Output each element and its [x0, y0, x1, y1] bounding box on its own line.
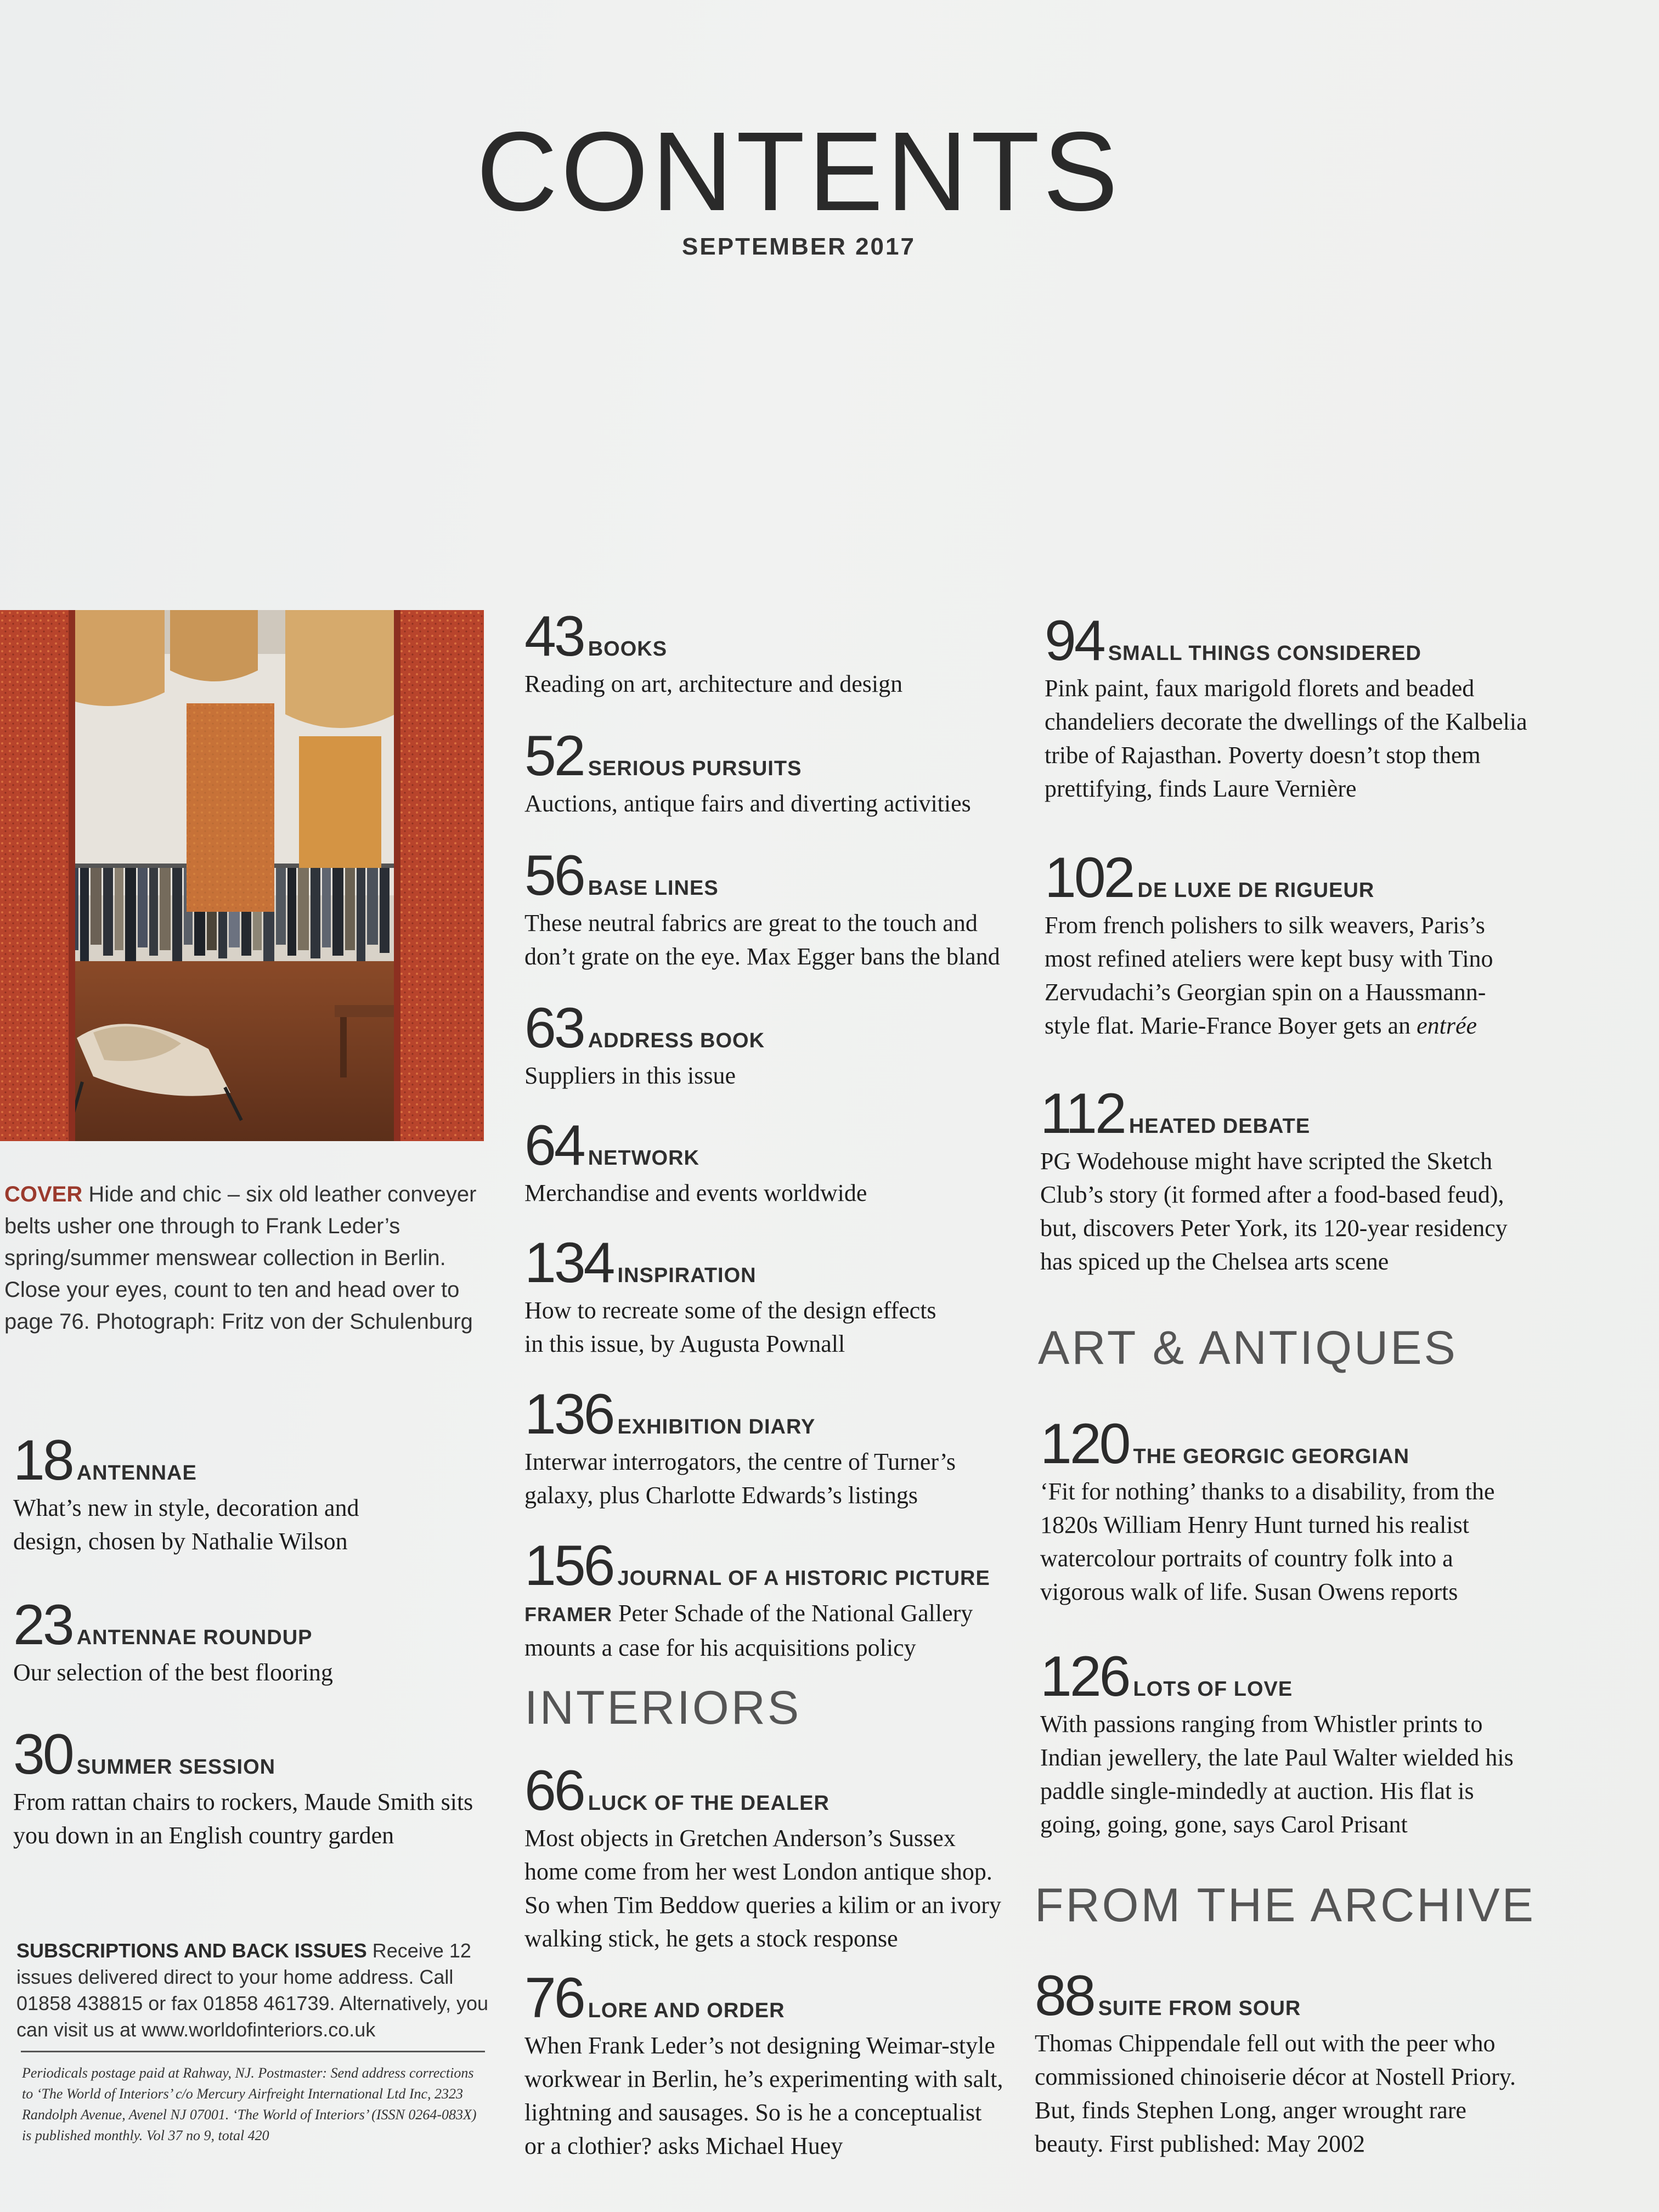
entry-description-italic: entrée [1417, 1012, 1477, 1039]
section-title: HEATED DEBATE [1128, 1115, 1311, 1138]
contents-entry-address-book[interactable] [524, 996, 1007, 1092]
contents-entry-the-georgic-georgian[interactable] [1040, 1412, 1523, 1609]
section-title: THE GEORGIC GEORGIAN [1133, 1445, 1410, 1468]
section-title: SUMMER SESSION [76, 1756, 276, 1779]
entry-description: From rattan chairs to rockers, Maude Smith sits you down in an English country garden [13, 1788, 473, 1849]
entry-description: How to recreate some of the design effects in this issue, by Augusta Pownall [524, 1297, 936, 1357]
contents-entry-network[interactable] [524, 1114, 1007, 1210]
section-title: JOURNAL OF A HISTORIC PICTURE [617, 1567, 990, 1590]
contents-entry-exhibition-diary[interactable] [524, 1383, 1007, 1512]
entry-description [524, 1596, 1007, 1664]
section-heading-art-antiques: ART & ANTIQUES [1038, 1322, 1458, 1374]
section-title: ADDRESS BOOK [588, 1029, 765, 1052]
section-title: LOTS OF LOVE [1133, 1678, 1293, 1701]
page-number: 56 [524, 844, 584, 907]
section-title: LUCK OF THE DEALER [588, 1792, 830, 1815]
divider [21, 2051, 485, 2052]
page-number: 112 [1040, 1082, 1125, 1146]
postal-notice: Periodicals postage paid at Rahway, NJ. Postmaster: Send address corrections to ‘The World of Interiors’ c/o Mercury Airfreight International Ltd Inc, 2323 Randolph Avenue, Avenel NJ 07001. ‘The World of Interiors’ (ISSN 0264-083X) is published monthly. Vol 37 no 9, total 420 [22, 2065, 477, 2143]
section-title: BOOKS [588, 637, 668, 661]
subscriptions-text: Receive 12 issues delivered direct to your home address. Call 01858 438815 or fax 01858 461739. Alternatively, you can visit us at www.worldofinteriors.co.uk [16, 1939, 488, 2041]
page-number: 126 [1040, 1645, 1129, 1708]
cover-caption-text: Hide and chic – six old leather conveyer belts usher one through to Frank Leder’s spring/summer menswear collection in Berlin. Close your eyes, count to ten and head over to page 76. Photograph: Fritz von der Schulenburg [4, 1182, 477, 1334]
section-title: DE LUXE DE RIGUEUR [1137, 879, 1375, 902]
section-title: BASE LINES [588, 877, 719, 900]
page-number: 136 [524, 1383, 613, 1446]
cover-photo[interactable] [0, 610, 484, 1141]
entry-description: What’s new in style, decoration and design, chosen by Nathalie Wilson [13, 1494, 359, 1555]
section-title: EXHIBITION DIARY [617, 1415, 816, 1438]
entry-description: Most objects in Gretchen Anderson’s Sussex home come from her west London antique shop. So when Tim Beddow queries a kilim or an ivory walking stick, he gets a stock response [524, 1825, 1001, 1952]
entry-description [1045, 909, 1527, 1042]
section-heading-from-the-archive: FROM THE ARCHIVE [1035, 1879, 1536, 1932]
page-number: 30 [13, 1723, 72, 1786]
page-number: 64 [524, 1114, 584, 1177]
section-title: ANTENNAE [76, 1462, 197, 1485]
cover-photo-illustration [0, 610, 484, 1141]
cover-label: COVER [4, 1182, 83, 1206]
contents-entry-serious-pursuits[interactable] [524, 724, 1007, 820]
contents-entry-inspiration[interactable] [524, 1231, 1007, 1361]
page-number: 94 [1045, 609, 1104, 673]
subscriptions-label: SUBSCRIPTIONS AND BACK ISSUES [16, 1939, 367, 1962]
section-title: SUITE FROM SOUR [1098, 1997, 1301, 2020]
section-title: INSPIRATION [617, 1264, 757, 1287]
section-title: ANTENNAE ROUNDUP [76, 1626, 313, 1649]
contents-entry-heated-debate[interactable] [1040, 1082, 1523, 1278]
entry-description-text: Peter Schade of the National Gallery mounts a case for his acquisitions policy [524, 1600, 973, 1661]
contents-entry-books[interactable] [524, 605, 1007, 701]
section-title: LORE AND ORDER [588, 1999, 785, 2022]
section-title: NETWORK [588, 1147, 699, 1170]
section-title-continued: FRAMER [524, 1603, 612, 1626]
contents-entry-summer-session[interactable] [13, 1723, 485, 1852]
entry-description: Suppliers in this issue [524, 1062, 736, 1089]
page-number: 88 [1035, 1964, 1094, 2028]
section-heading-interiors: INTERIORS [524, 1681, 802, 1734]
entry-description-text: From french polishers to silk weavers, Paris’s most refined ateliers were kept busy with Tino Zervudachi’s Georgian spin on a Haussmann-style flat. Marie-France Boyer gets an [1045, 912, 1493, 1039]
page-number: 18 [13, 1429, 72, 1492]
subscriptions-notice [16, 1938, 488, 2043]
entry-description: These neutral fabrics are great to the touch and don’t grate on the eye. Max Egger bans the bland [524, 910, 1000, 970]
contents-entry-antennae[interactable] [13, 1429, 485, 1558]
contents-entry-luck-of-the-dealer[interactable] [524, 1759, 1007, 1955]
contents-entry-antennae-roundup[interactable] [13, 1593, 485, 1689]
page-number: 76 [524, 1966, 584, 2030]
entry-description: With passions ranging from Whistler prints to Indian jewellery, the late Paul Walter wielded his paddle single-mindedly at auction. His flat is going, going, gone, says Carol Prisant [1040, 1711, 1514, 1838]
contents-entry-de-luxe-de-rigueur[interactable] [1045, 846, 1527, 1042]
section-title: SERIOUS PURSUITS [588, 757, 802, 780]
page-number: 23 [13, 1593, 72, 1657]
section-title: SMALL THINGS CONSIDERED [1108, 642, 1421, 665]
cover-caption [4, 1178, 487, 1338]
contents-entry-suite-from-sour[interactable] [1035, 1964, 1517, 2160]
contents-entry-lots-of-love[interactable] [1040, 1645, 1523, 1841]
contents-entry-small-things-considered[interactable] [1045, 609, 1527, 805]
page-number: 120 [1040, 1412, 1129, 1476]
page-number: 52 [524, 724, 584, 788]
issue-date: SEPTEMBER 2017 [682, 233, 916, 260]
entry-description: Thomas Chippendale fell out with the peer who commissioned chinoiserie décor at Nostell Priory. But, finds Stephen Long, anger wrought rare beauty. First published: May 2002 [1035, 2030, 1516, 2157]
entry-description: Merchandise and events worldwide [524, 1180, 867, 1206]
contents-entry-journal-of-a-historic-picture-framer[interactable] [524, 1534, 1007, 1664]
page-number: 156 [524, 1534, 613, 1598]
page-title: CONTENTS [476, 109, 1121, 234]
page-number: 102 [1045, 846, 1133, 910]
entry-description: Auctions, antique fairs and diverting activities [524, 790, 971, 817]
page-number: 66 [524, 1759, 584, 1822]
page-number: 43 [524, 605, 584, 668]
entry-description: When Frank Leder’s not designing Weimar-style workwear in Berlin, he’s experimenting with salt, lightning and sausages. So is he a conceptualist or a clothier? asks Michael Huey [524, 2032, 1003, 2159]
contents-entry-base-lines[interactable] [524, 844, 1007, 973]
entry-description: PG Wodehouse might have scripted the Sketch Club’s story (it formed after a food-based feud), but, discovers Peter York, its 120-year residency has spiced up the Chelsea arts scene [1040, 1148, 1508, 1275]
entry-description: Our selection of the best flooring [13, 1659, 333, 1686]
page-number: 63 [524, 996, 584, 1060]
page-number: 134 [524, 1231, 613, 1295]
entry-description: Interwar interrogators, the centre of Turner’s galaxy, plus Charlotte Edwards’s listings [524, 1448, 956, 1509]
entry-description: Reading on art, architecture and design [524, 670, 903, 697]
entry-description: ‘Fit for nothing’ thanks to a disability, from the 1820s William Henry Hunt turned his realist watercolour portraits of country folk into a vigorous walk of life. Susan Owens reports [1040, 1478, 1495, 1605]
contents-entry-lore-and-order[interactable] [524, 1966, 1007, 2163]
entry-description: Pink paint, faux marigold florets and beaded chandeliers decorate the dwellings of the Kalbelia tribe of Rajasthan. Poverty doesn’t stop them prettifying, finds Laure Vernière [1045, 675, 1527, 802]
